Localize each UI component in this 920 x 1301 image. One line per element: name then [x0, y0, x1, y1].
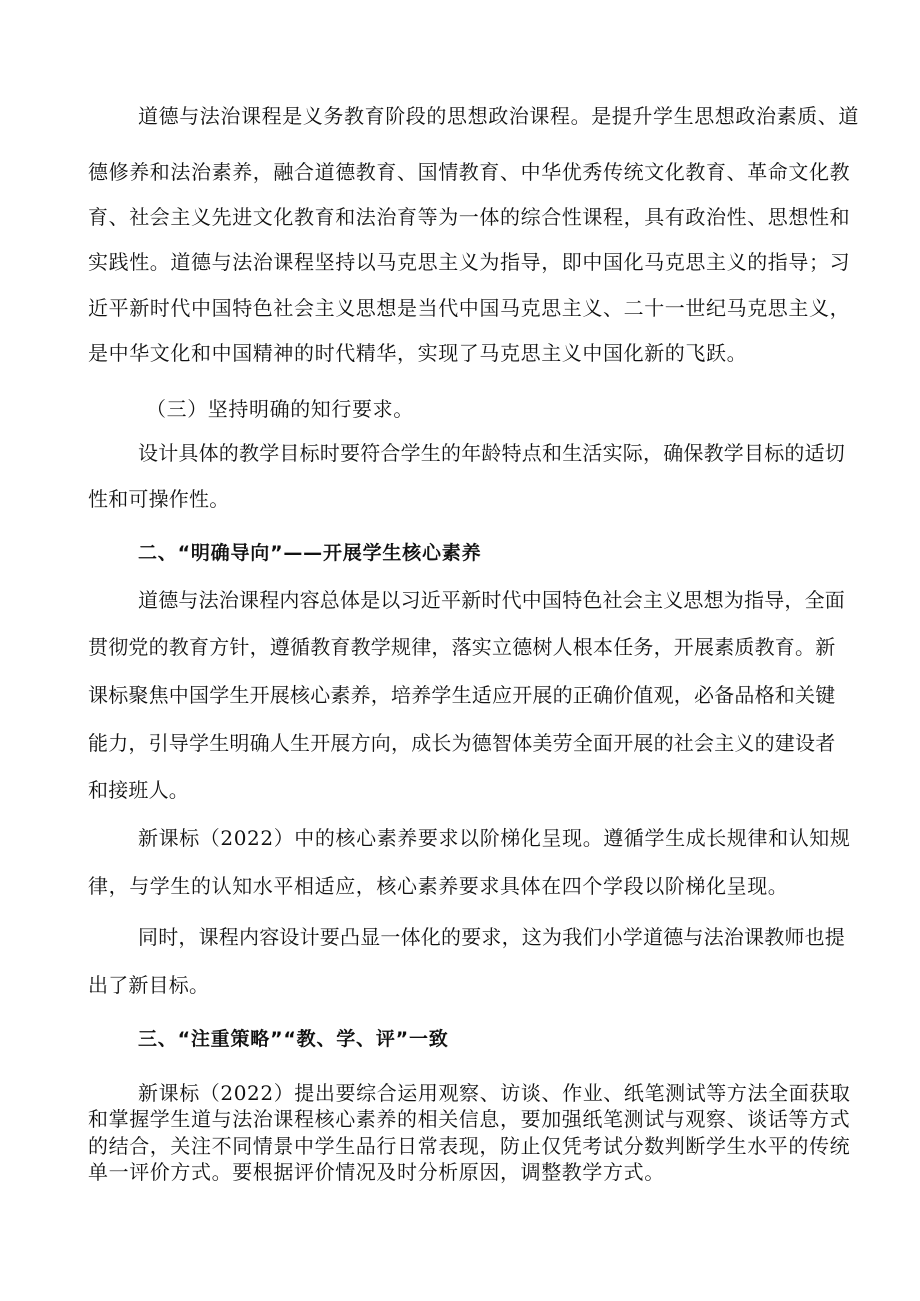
text-line: 新课标（2022）中的核心素养要求以阶梯化呈现。遵循学生成长规律和认知规 — [138, 826, 851, 850]
text-line: 出了新目标。 — [88, 973, 210, 997]
text-line: 近平新时代中国特色社会主义思想是当代中国马克思主义、二十一世纪马克思主义， — [88, 296, 851, 320]
text-line: 律，与学生的认知水平相适应，核心素养要求具体在四个学段以阶梯化呈现。 — [88, 874, 789, 898]
text-line: 和掌握学生道与法治课程核心素养的相关信息，要加强纸笔测试与观察、谈话等方式 — [88, 1107, 851, 1131]
text-line: 贯彻党的教育方针，遵循教育教学规律，落实立德树人根本任务，开展素质教育。新 — [88, 635, 836, 659]
section-heading-text: 三、“注重策略”“教、学、评”一致 — [138, 1028, 449, 1050]
text-line: 道德与法治课程是义务教育阶段的思想政治课程。是提升学生思想政治素质、道 — [138, 104, 859, 128]
text-line: 同时，课程内容设计要凸显一体化的要求，这为我们小学道德与法治课教师也提 — [138, 925, 845, 949]
text-line: 德修养和法治素养，融合道德教育、国情教育、中华优秀传统文化教育、革命文化教 — [88, 160, 851, 184]
text-line: 实践性。道德与法治课程坚持以马克思主义为指导，即中国化马克思主义的指导；习 — [88, 250, 851, 274]
text-line: 课标聚焦中国学生开展核心素养，培养学生适应开展的正确价值观，必备品格和关键 — [88, 683, 836, 707]
text-line: 新课标（2022）提出要综合运用观察、访谈、作业、纸笔测试等方法全面获取 — [138, 1081, 851, 1105]
section-heading-text: 二、“明确导向”——开展学生核心素养 — [138, 542, 482, 564]
text-line: （三）坚持明确的知行要求。 — [146, 397, 414, 421]
text-line: 和接班人。 — [88, 778, 189, 802]
text-line: 能力，引导学生明确人生开展方向，成长为德智体美劳全面开展的社会主义的建设者 — [88, 731, 836, 755]
text-line: 单一评价方式。要根据评价情况及时分析原因，调整教学方式。 — [88, 1160, 665, 1184]
text-line: 是中华文化和中国精神的时代精华，实现了马克思主义中国化新的飞跃。 — [88, 341, 748, 365]
text-line: 设计具体的教学目标时要符合学生的年龄特点和生活实际，确保教学目标的适切 — [138, 441, 845, 465]
text-line: 性和可操作性。 — [88, 487, 230, 511]
text-line: 道德与法治课程内容总体是以习近平新时代中国特色社会主义思想为指导，全面 — [138, 588, 845, 612]
text-line: 的结合，关注不同情景中学生品行日常表现，防止仅凭考试分数判断学生水平的传统 — [88, 1134, 851, 1158]
text-line: 育、社会主义先进文化教育和法治育等为一体的综合性课程，具有政治性、思想性和 — [88, 205, 851, 229]
